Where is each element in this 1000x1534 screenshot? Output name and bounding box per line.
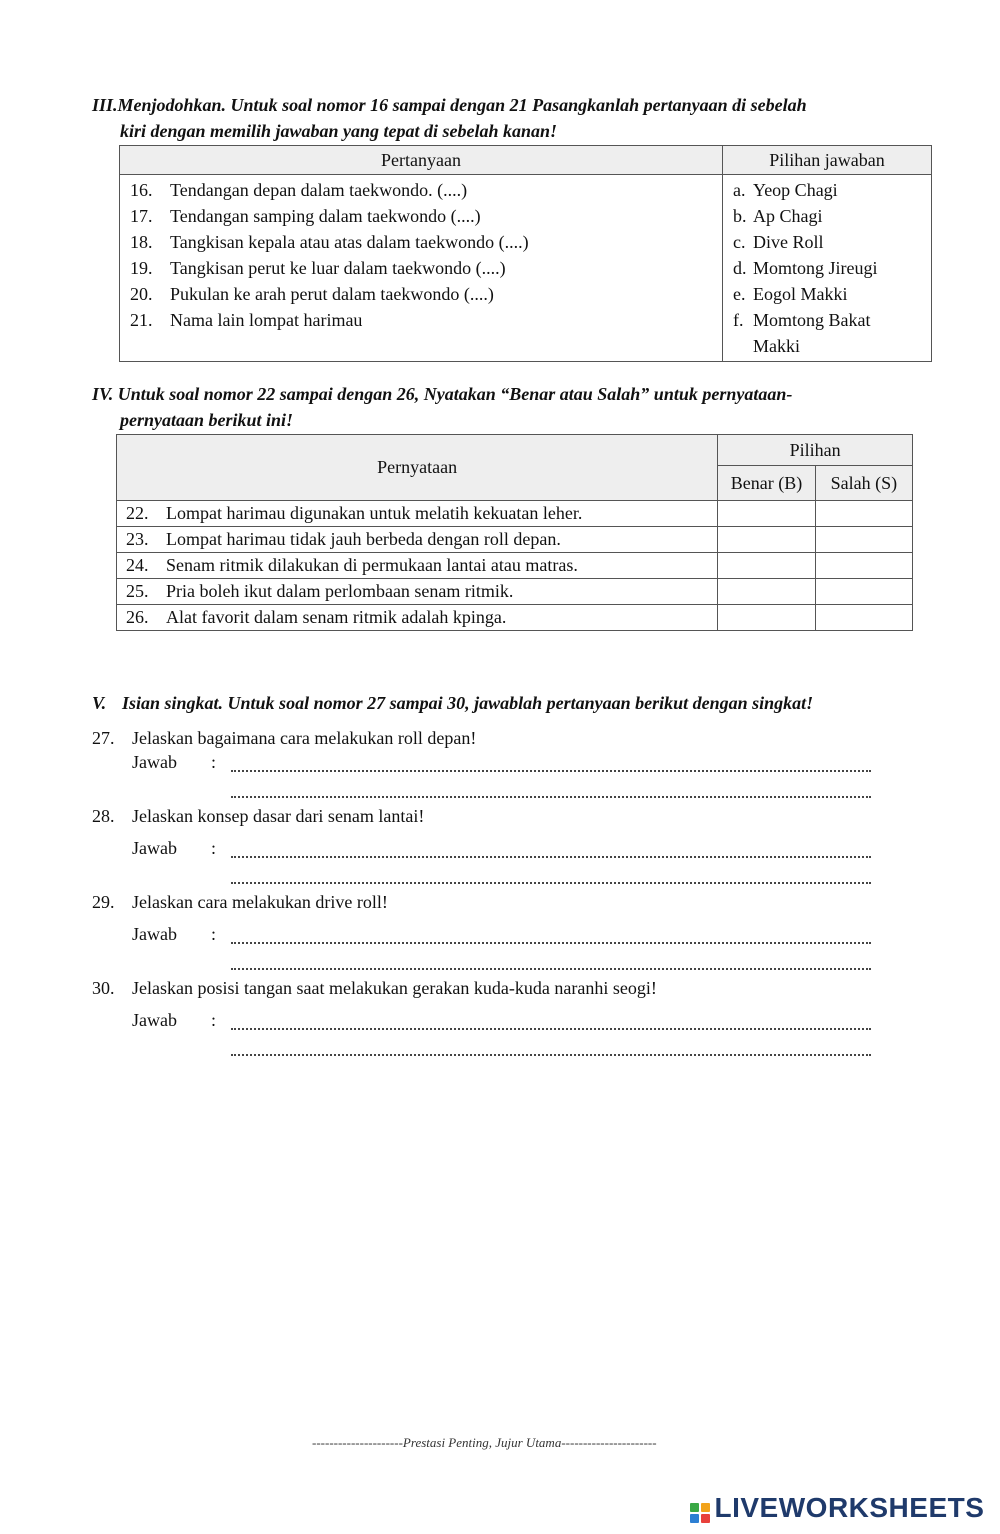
- answer-item: b. Ap Chagi: [733, 206, 823, 226]
- answer-line[interactable]: [231, 942, 871, 944]
- question-item: 16. Tendangan depan dalam taekwondo. (....): [130, 180, 468, 200]
- true-answer-cell[interactable]: [718, 553, 815, 579]
- true-false-table: [116, 434, 913, 631]
- answer-label: Jawab: [132, 752, 177, 772]
- question-list: [121, 177, 721, 333]
- answer-item: a. Yeop Chagi: [733, 180, 838, 200]
- footer-motto: ---------------------Prestasi Penting, Jujur Utama----------------------: [312, 1435, 657, 1450]
- statement-row: [117, 605, 913, 631]
- answer-colon: :: [211, 924, 217, 944]
- true-answer-cell[interactable]: [718, 605, 815, 631]
- section-3-heading: [92, 92, 912, 144]
- statement-text: 25. Pria boleh ikut dalam perlombaan senam ritmik.: [117, 579, 718, 605]
- answer-line[interactable]: [231, 882, 871, 884]
- answer-line[interactable]: [231, 856, 871, 858]
- question-cell: [120, 175, 723, 362]
- statement-row: [117, 553, 913, 579]
- false-answer-cell[interactable]: [815, 527, 912, 553]
- question-item: 17. Tendangan samping dalam taekwondo (....): [130, 206, 481, 226]
- answer-item: f. Momtong Bakat Makki: [733, 310, 871, 356]
- brand-name: LIVEWORKSHEETS: [714, 1492, 985, 1523]
- statement-row: [117, 501, 913, 527]
- col-question-header: Pertanyaan: [120, 146, 723, 175]
- statement-row: [117, 579, 913, 605]
- answer-line[interactable]: [231, 968, 871, 970]
- answer-item: d. Momtong Jireugi: [733, 258, 878, 278]
- section-3-roman: III.: [92, 95, 118, 115]
- liveworksheets-logo[interactable]: [690, 1492, 984, 1524]
- question-item: 18. Tangkisan kepala atau atas dalam taekwondo (....): [130, 232, 529, 252]
- col-false-header: Salah (S): [815, 466, 912, 501]
- answer-list: [724, 177, 930, 359]
- statement-text: 26. Alat favorit dalam senam ritmik adalah kpinga.: [117, 605, 718, 631]
- true-answer-cell[interactable]: [718, 501, 815, 527]
- false-answer-cell[interactable]: [815, 553, 912, 579]
- answer-line[interactable]: [231, 1028, 871, 1030]
- col-true-header: Benar (B): [718, 466, 815, 501]
- statement-row: [117, 527, 913, 553]
- true-answer-cell[interactable]: [718, 579, 815, 605]
- answer-line[interactable]: [231, 796, 871, 798]
- answer-colon: :: [211, 838, 217, 858]
- col-answer-header: Pilihan jawaban: [723, 146, 932, 175]
- statement-text: 23. Lompat harimau tidak jauh berbeda dengan roll depan.: [117, 527, 718, 553]
- section-3-line2: kiri dengan memilih jawaban yang tepat di sebelah kanan!: [120, 121, 558, 141]
- answer-line[interactable]: [231, 1054, 871, 1056]
- essay-question: 30. Jelaskan posisi tangan saat melakukan gerakan kuda-kuda naranhi seogi!: [92, 978, 657, 998]
- true-answer-cell[interactable]: [718, 527, 815, 553]
- false-answer-cell[interactable]: [815, 605, 912, 631]
- logo-icon: [690, 1503, 710, 1523]
- answer-label: Jawab: [132, 924, 177, 944]
- section-4-heading: [92, 381, 912, 433]
- section-4-line1: Untuk soal nomor 22 sampai dengan 26, Nyatakan “Benar atau Salah” untuk pernyataan-: [117, 384, 793, 404]
- question-item: 19. Tangkisan perut ke luar dalam taekwondo (....): [130, 258, 506, 278]
- answer-item: c. Dive Roll: [733, 232, 824, 252]
- essay-question: 27. Jelaskan bagaimana cara melakukan roll depan!: [92, 728, 477, 748]
- col-choice-header: Pilihan: [718, 435, 913, 466]
- matching-table: [119, 145, 932, 362]
- answer-line[interactable]: [231, 770, 871, 772]
- answer-label: Jawab: [132, 838, 177, 858]
- statement-text: 22. Lompat harimau digunakan untuk melatih kekuatan leher.: [117, 501, 718, 527]
- false-answer-cell[interactable]: [815, 501, 912, 527]
- answer-cell: [723, 175, 932, 362]
- statement-text: 24. Senam ritmik dilakukan di permukaan lantai atau matras.: [117, 553, 718, 579]
- col-statement-header: Pernyataan: [117, 435, 718, 501]
- answer-label: Jawab: [132, 1010, 177, 1030]
- section-4-roman: IV.: [92, 384, 114, 404]
- false-answer-cell[interactable]: [815, 579, 912, 605]
- question-item: 21. Nama lain lompat harimau: [130, 310, 363, 330]
- answer-colon: :: [211, 752, 217, 772]
- essay-question: 28. Jelaskan konsep dasar dari senam lantai!: [92, 806, 425, 826]
- section-3-line1: Menjodohkan. Untuk soal nomor 16 sampai dengan 21 Pasangkanlah pertanyaan di sebelah: [117, 95, 807, 115]
- section-4-line2: pernyataan berikut ini!: [120, 410, 294, 430]
- section-5-heading: [92, 690, 813, 716]
- essay-question: 29. Jelaskan cara melakukan drive roll!: [92, 892, 388, 912]
- answer-item: e. Eogol Makki: [733, 284, 848, 304]
- section-5-text: Isian singkat. Untuk soal nomor 27 sampai 30, jawablah pertanyaan berikut dengan singkat!: [122, 693, 814, 713]
- answer-colon: :: [211, 1010, 217, 1030]
- question-item: 20. Pukulan ke arah perut dalam taekwondo (....): [130, 284, 494, 304]
- section-5-roman: V.: [92, 693, 107, 713]
